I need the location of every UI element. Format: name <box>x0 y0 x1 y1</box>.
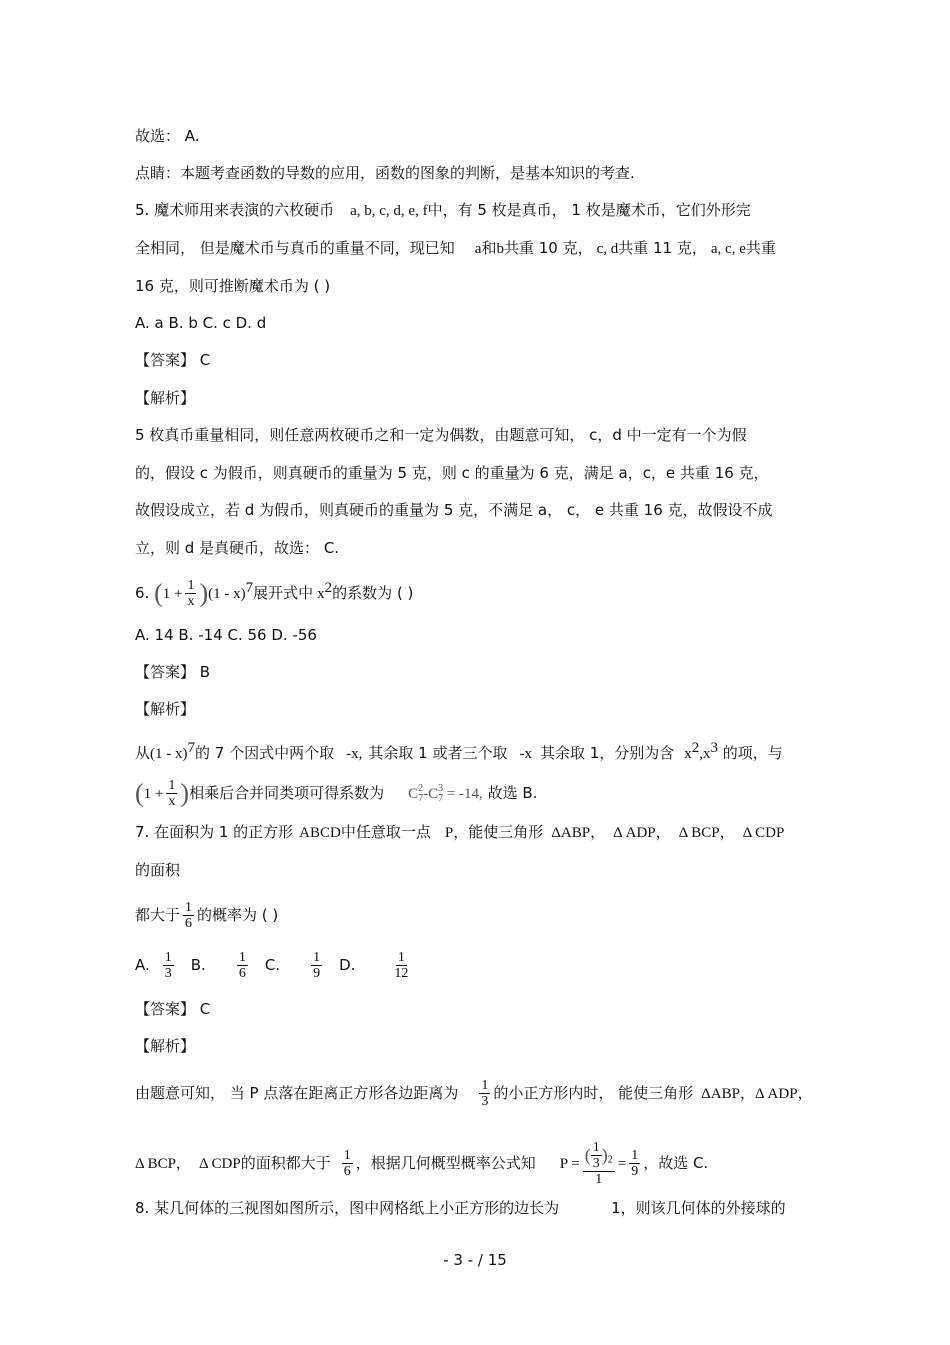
question-8: 8. 某几何体的三视图如图所示，图中网格纸上小正方形的边长为 1，则该几何体的外接球的 <box>135 1199 786 1217</box>
page-number: - 3 - / 15 <box>443 1251 507 1269</box>
text-line: 的面积 <box>135 861 181 879</box>
question-7-options: A. $\frac{1}{3}$ B. $\frac{1}{6}$ C. $\frac{1}{9}$ D. $\frac{1}{12}$ <box>135 950 409 981</box>
text-line: 5 枚真币重量相同，则任意两枚硬币之和一定为偶数，由题意可知， c，d 中一定有一个为假 <box>135 426 747 444</box>
text-line: 从(1 - x)$^7$的 7 个因式中两个取 -x, 其余取 1 或者三个取 -x 其余取 1，分别为含 $x^2,x^3$ 的项，与 <box>135 740 783 762</box>
analysis-label: 【解析】 <box>135 1037 196 1055</box>
fraction: $\frac{1}{x}$ <box>168 778 176 809</box>
text-line: 的，假设 c 为假币，则真硬币的重量为 5 克，则 c 的重量为 6 克，满足 a，c，e 共重 16 克， <box>135 464 769 482</box>
question-5-line-1: 5. 魔术师用来表演的六枚硬币 a, b, c, d, e, f中，有 5 枚是真币， 1 枚是魔术币，它们外形完 <box>135 201 751 219</box>
question-6: 6. (1 + $\frac{1}{x}$ )(1 - x)$^7$展开式中 $x^2$的系数为 ( ) <box>135 578 414 609</box>
answer-label: 【答案】 C <box>135 1000 211 1018</box>
question-5-options: A. a B. b C. c D. d <box>135 314 267 332</box>
fraction: $\frac{1}{x}$ <box>187 578 195 609</box>
answer-label: 【答案】 C <box>135 351 211 369</box>
text-line: (1 + $\frac{1}{x}$ )相乘后合并同类项可得系数为 C 2 7 -C 3 7 = -14, 故选 B. <box>135 778 538 809</box>
text-line: 都大于 $\frac{1}{6}$ 的概率为 ( ) <box>135 900 279 931</box>
question-5-line-2: 全相同， 但是魔术币与真币的重量不同，现已知 a和b共重 10 克， c, d共重 11 克， a, c, e共重 <box>135 239 776 257</box>
text-line: 故假设成立，若 d 为假币，则真硬币的重量为 5 克，不满足 a， c， e 共重 16 克，故假设不成 <box>135 501 773 519</box>
text-line: 点睛：本题考查函数的导数的应用，函数的图象的判断，是基本知识的考查. <box>135 164 635 182</box>
question-7-line-1: 7. 在面积为 1 的正方形 ABCD中任意取一点 P，能使三角形 ΔABP， Δ ADP， Δ BCP， Δ CDP <box>135 823 785 841</box>
analysis-label: 【解析】 <box>135 389 196 407</box>
text-line: 由题意可知， 当 P 点落在距离正方形各边距离为 $\frac{1}{3}$ 的小正方形内时， 能使三角形 ΔABP，Δ ADP， <box>135 1078 813 1109</box>
text-line: Δ BCP， Δ CDP的面积都大于 $\frac{1}{6}$ ，根据几何概型概率公式知 P = ( $\frac{1}{3}$ )$_2$ 1 = $\frac{1}{9}$ ，故选 C. <box>135 1140 709 1187</box>
answer-label: 【答案】 B <box>135 663 211 681</box>
question-6-options: A. 14 B. -14 C. 56 D. -56 <box>135 626 317 644</box>
text-line: 故选： A. <box>135 127 200 145</box>
fraction: $\frac{1}{6}$ <box>185 900 193 931</box>
analysis-label: 【解析】 <box>135 700 196 718</box>
text-line: 16 克，则可推断魔术币为 ( ) <box>135 277 331 295</box>
text-line: 立，则 d 是真硬币，故选： C. <box>135 539 340 557</box>
